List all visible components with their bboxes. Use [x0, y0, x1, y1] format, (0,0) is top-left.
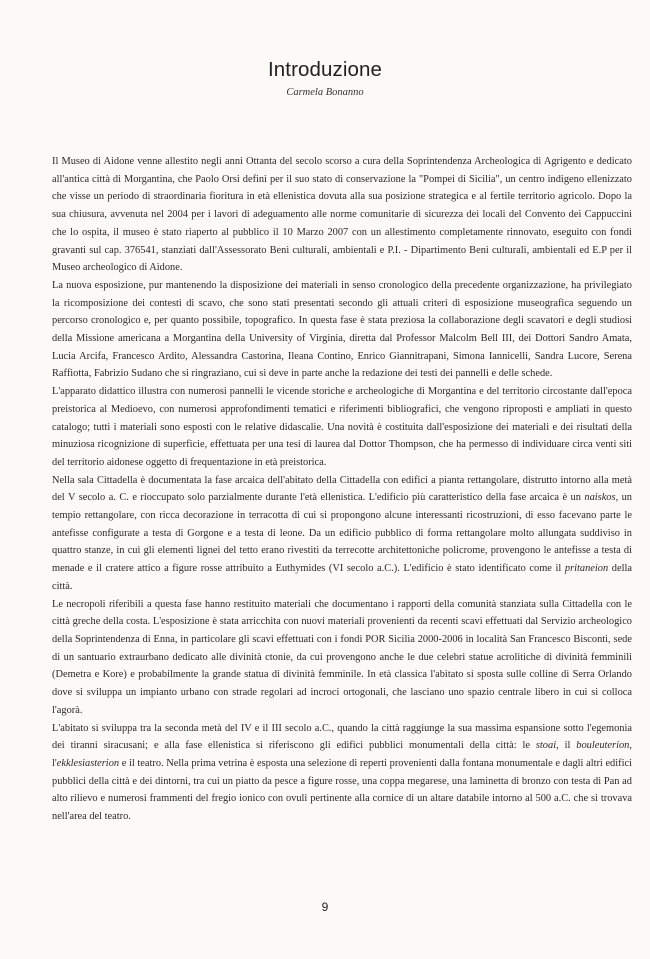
- paragraph: [52, 277, 632, 383]
- text-run: L'abitato si sviluppa tra la seconda metà del IV e il III secolo a.C., quando la città raggiunge la sua massima espansione sotto l'egemonia dei tiranni siracusani; e alla fase ellenistica si riferiscono gli edifici pubblici monumentali della città: le: [52, 722, 632, 752]
- text-run: La nuova esposizione, pur mantenendo la disposizione dei materiali in senso cronologico della precedente organizzazione, ha privilegiato la ricomposizione dei contesti di scavo, che sono stati presentati secondo gli attuali criteri di esposizione museografica seguendo un percorso cronologico e, per quanto possibile, topografico. In questa fase è stata preziosa la collaborazione degli scavatori e degli studiosi della Missione americana a Morgantina della University of Virginia, diretta dal Professor Malcolm Bell III, dei Dottori Sandro Amata, Lucia Arcifa, Francesco Ardito, Alessandra Castorina, Ileana Contino, Enrico Giannitrapani, Simona Iannicelli, Sandra Lucore, Serena Raffiotta, Fabrizio Sudano che si ringraziano, cui si deve in parte anche la redazione dei testi dei pannelli e delle schede.: [52, 279, 632, 380]
- text-run: , un tempio rettangolare, con ricca decorazione in terracotta di cui si propongono alcune interessanti ricostruzioni, di esso facevano parte le antefisse configurate a testa di Gorgone e a testa di leone. Da un edificio pubblico di forma rettangolare molto allungata suddiviso in quattro stanze, in cui gli elementi lignei del tetto erano rivestiti da terrecotte architettoniche policrome, provengono le antefisse a testa di menade e il cratere attico a figure rosse attribuito a Euthymides (VI secolo a.C.). L'edificio è stato identificato come il: [52, 492, 632, 575]
- text-run: e il teatro. Nella prima vetrina è esposta una selezione di reperti provenienti dalla fontana monumentale e dagli altri edifici pubblici della città e dei dintorni, tra cui un piatto da pesce a figure rosse, una coppa megarese, una laminetta di bronzo con testa di Pan ad alto rilievo e numerosi frammenti del fregio ionico con ovuli pertinente alla cornice di un altare databile intorno al 500 a.C. che si trovava nell'area del teatro.: [52, 757, 632, 823]
- body-text: [52, 153, 632, 826]
- text-run: , il: [556, 740, 577, 752]
- paragraph: [52, 153, 632, 277]
- italic-term: ekklesiasterion: [56, 757, 120, 769]
- italic-term: bouleuterion: [576, 740, 630, 752]
- paragraph: [52, 472, 632, 596]
- paragraph: [52, 720, 632, 826]
- text-run: , l': [52, 740, 632, 769]
- page-number: 9: [321, 900, 329, 914]
- text-run: Le necropoli riferibili a questa fase hanno restituito materiali che documentano i rapporti della comunità stanziata sulla Cittadella con le città greche della costa. L'esposizione è stata arricchita con nuovi materiali provenienti da recenti scavi effettuati dal Servizio archeologico della Soprintendenza di Enna, in particolare gli scavi effettuati con i fondi POR Sicilia 2000-2006 in località San Francesco Bisconti, sede di un santuario extraurbano dedicato alle divinità ctonie, da cui provengono anche le due celebri statue acrolitiche di divinità femminili (Demetra e Kore) e probabilmente la grande statua di divinità femminile. In età classica l'abitato si sposta sulle colline di Serra Orlando dove si sviluppa un impianto urbano con strade regolari ad incroci ortogonali, che lasciano uno spazio centrale libero in cui si colloca l'agorà.: [52, 598, 632, 716]
- text-run: L'apparato didattico illustra con numerosi pannelli le vicende storiche e archeologiche di Morgantina e del territorio circostante dall'epoca preistorica al Medioevo, con numerosi approfondimenti tematici e riferimenti bibliografici, che vengono riproposti e ampliati in questo catalogo; tutti i materiali sono esposti con le relative didascalie. Una novità è costituita dall'esposizione dei materiali e dei risultati della minuziosa ricognizione di superficie, effettuata per una tesi di laurea dal Dottor Thompson, che ha permesso di individuare circa venti siti del territorio aidonese oggetto di frequentazione in età preistorica.: [52, 386, 632, 468]
- italic-term: pritaneion: [564, 563, 609, 575]
- page-title: Introduzione: [267, 58, 383, 81]
- italic-term: stoai: [535, 740, 557, 752]
- italic-term: naiskos: [584, 492, 616, 504]
- paragraph: [52, 596, 632, 720]
- text-run: della città.: [52, 563, 632, 592]
- paragraph: [52, 383, 632, 472]
- author-name: Carmela Bonanno: [286, 87, 364, 98]
- text-run: Nella sala Cittadella è documentata la fase arcaica dell'abitato della Cittadella con edifici a pianta rettangolare, distrutto intorno alla metà del V secolo a. C. e rioccupato solo parzialmente durante l'età ellenistica. L'edificio più caratteristico della fase arcaica è un: [52, 474, 632, 504]
- text-run: Il Museo di Aidone venne allestito negli anni Ottanta del secolo scorso a cura della Soprintendenza Archeologica di Agrigento e dedicato all'antica città di Morgantina, che Paolo Orsi definì per il suo stato di conservazione la "Pompei di Sicilia", un centro indigeno ellenizzato che visse un periodo di straordinaria fioritura in età ellenistica dovuta alla sua posizione strategica e al fertile territorio agricolo. Dopo la sua chiusura, avvenuta nel 2004 per i lavori di adeguamento alle norme comunitarie di sicurezza dei locali del Convento dei Cappuccini che lo ospita, il museo è stato riaperto al pubblico il 10 Marzo 2007 con un allestimento completamente rinnovato, eseguito con fondi gravanti sul cap. 376541, stanziati dall'Assessorato Beni culturali, ambientali e P.I. - Dipartimento Beni culturali, ambientali ed E.P per il Museo archeologico di Aidone.: [52, 156, 632, 274]
